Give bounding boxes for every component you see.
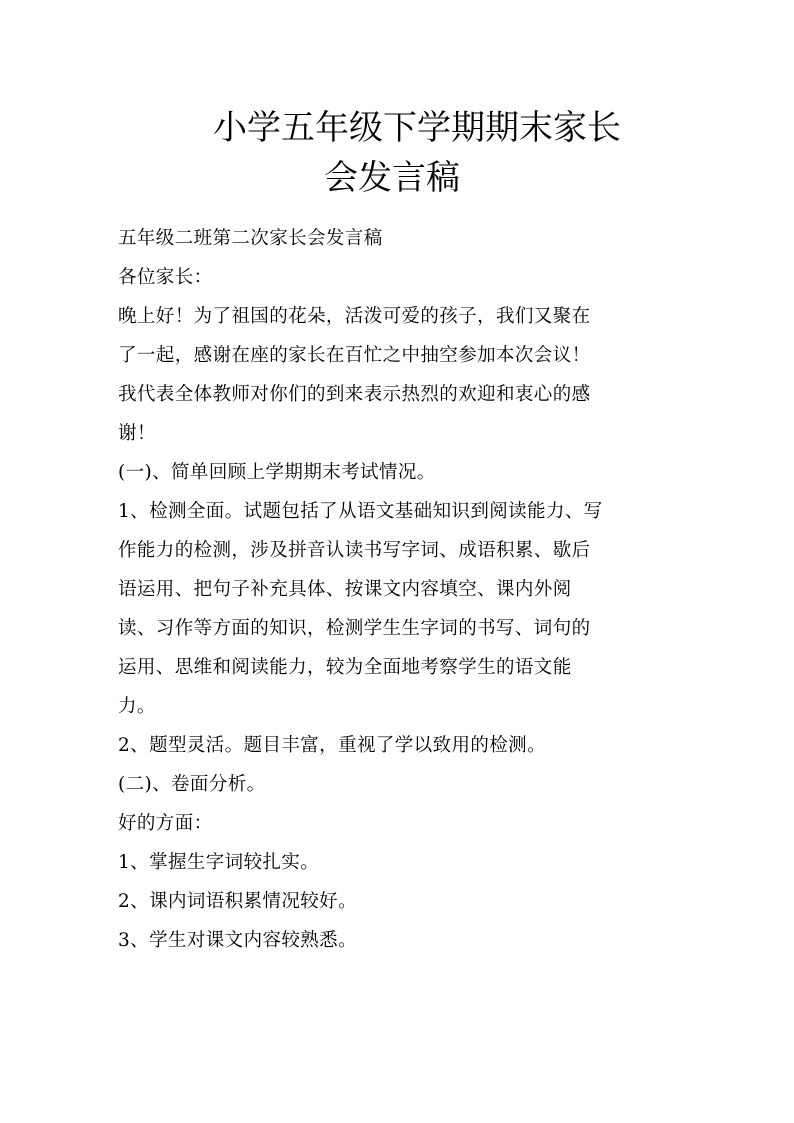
text-line: (一)、简单回顾上学期期末考试情况。 [118,462,436,483]
text-line: 力。 [118,696,156,717]
text-line: 语运用、把句子补充具体、按课文内容填空、课内外阅 [118,579,572,600]
text-line: 1、掌握生字词较扎实。 [118,852,320,873]
text-line: 五年级二班第二次家长会发言稿 [118,228,383,249]
text-line: 读、习作等方面的知识，检测学生生字词的书写、词句的 [118,618,591,639]
document-title-line-1: 小学五年级下学期期末家长 [213,108,621,148]
text-line: 晚上好！为了祖国的花朵，活泼可爱的孩子，我们又聚在 [118,306,591,327]
document-title-line-2: 会发言稿 [324,158,460,198]
text-line: 各位家长： [118,267,213,288]
text-line: 我代表全体教师对你们的到来表示热烈的欢迎和衷心的感 [118,384,591,405]
text-line: 好的方面： [118,813,213,834]
text-line: 作能力的检测，涉及拼音认读书写字词、成语积累、歇后 [118,540,591,561]
text-line: 2、题型灵活。题目丰富，重视了学以致用的检测。 [118,735,546,756]
text-line: 1、检测全面。试题包括了从语文基础知识到阅读能力、写 [118,501,603,522]
text-line: 2、课内词语积累情况较好。 [118,891,357,912]
text-line: 了一起，感谢在座的家长在百忙之中抽空参加本次会议！ [118,345,591,366]
text-line: 3、学生对课文内容较熟悉。 [118,930,357,951]
document-body [118,222,678,963]
text-line: 运用、思维和阅读能力，较为全面地考察学生的语文能 [118,657,572,678]
text-line: (二)、卷面分析。 [118,774,266,795]
text-line: 谢！ [118,423,156,444]
